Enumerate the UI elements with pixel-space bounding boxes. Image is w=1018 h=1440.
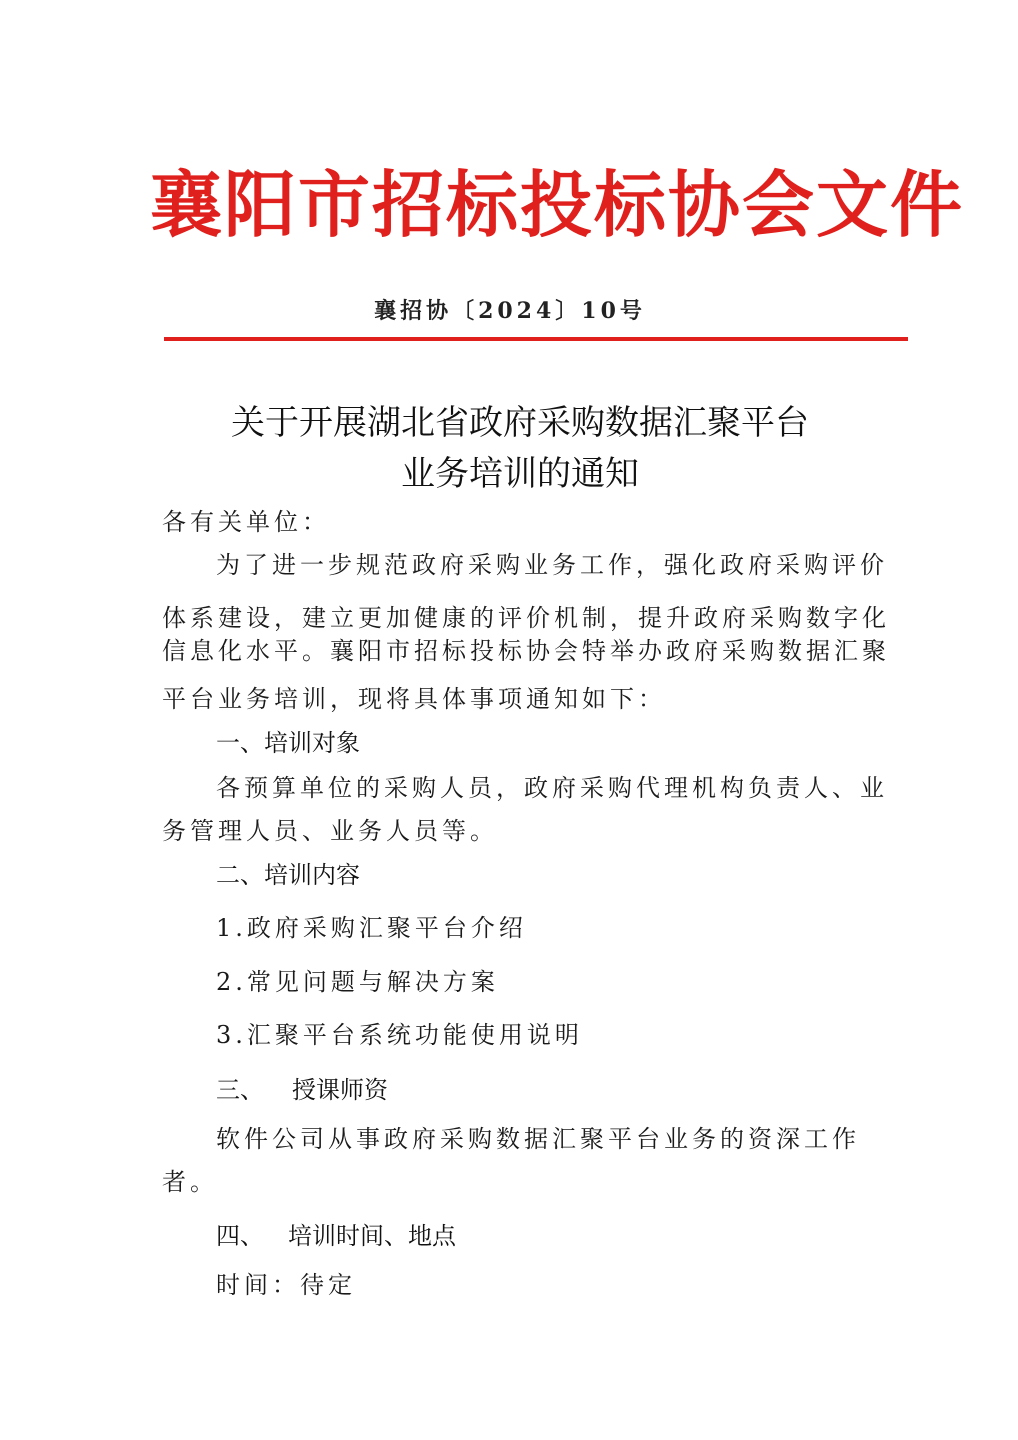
- intro-line-3: 信息化水平。襄阳市招标投标协会特举办政府采购数据汇聚: [162, 637, 890, 665]
- red-divider-line: [164, 337, 908, 341]
- section-2-heading: 二、培训内容: [216, 861, 360, 889]
- salutation: 各有关单位：: [162, 508, 330, 536]
- section-3-line-2: 者。: [162, 1168, 218, 1196]
- section-1-heading: 一、培训对象: [216, 729, 360, 757]
- intro-line-1: 为了进一步规范政府采购业务工作，强化政府采购评价: [216, 551, 888, 579]
- training-time: 时间：待定: [216, 1271, 356, 1299]
- notice-title-line-1: 关于开展湖北省政府采购数据汇聚平台: [231, 403, 809, 443]
- section-3-number: 三、: [216, 1076, 264, 1104]
- section-3-title: 授课师资: [292, 1076, 388, 1104]
- content-item-3: 3.汇聚平台系统功能使用说明: [216, 1021, 583, 1049]
- intro-line-4: 平台业务培训，现将具体事项通知如下：: [162, 685, 666, 713]
- section-3-heading: [216, 1075, 388, 1105]
- notice-title-line-2: 业务培训的通知: [401, 454, 639, 494]
- section-3-line-1: 软件公司从事政府采购数据汇聚平台业务的资深工作: [216, 1125, 860, 1153]
- section-4-number: 四、: [216, 1222, 264, 1250]
- section-4-heading: [216, 1221, 456, 1251]
- content-item-2: 2.常见问题与解决方案: [216, 968, 499, 996]
- masthead-title: 襄阳市招标投标协会文件: [150, 163, 965, 247]
- content-item-1: 1.政府采购汇聚平台介绍: [216, 914, 527, 942]
- section-1-line-2: 务管理人员、业务人员等。: [162, 817, 498, 845]
- intro-line-2: 体系建设，建立更加健康的评价机制，提升政府采购数字化: [162, 604, 890, 632]
- section-4-title: 培训时间、地点: [288, 1222, 456, 1250]
- section-1-line-1: 各预算单位的采购人员，政府采购代理机构负责人、业: [216, 774, 888, 802]
- document-number: 襄招协〔2024〕10号: [374, 298, 646, 324]
